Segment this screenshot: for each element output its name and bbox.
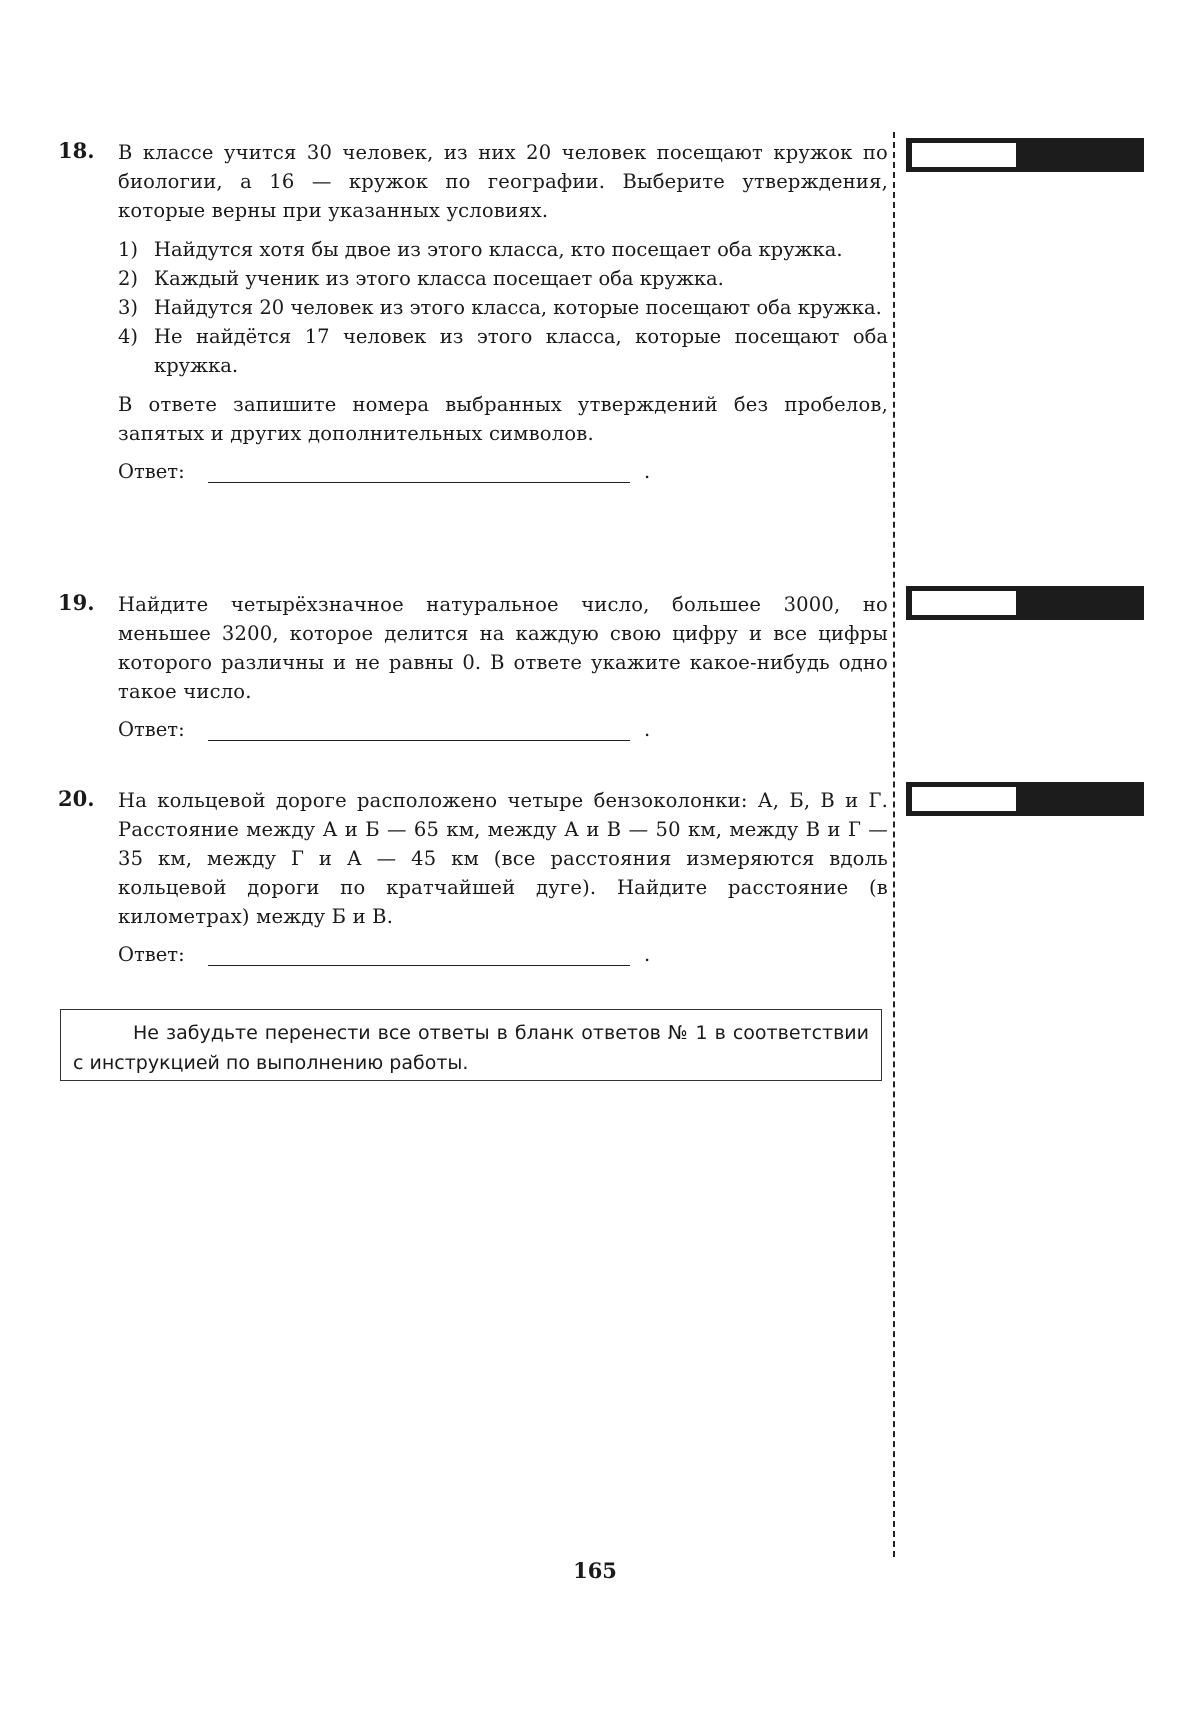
code-box-window bbox=[912, 143, 1016, 167]
answer-code-box-20 bbox=[906, 782, 1144, 816]
problem-19 bbox=[58, 590, 888, 748]
option-item: 1) Найдутся хотя бы двое из этого класса, кто посещает оба кружка. bbox=[118, 238, 843, 261]
answer-line[interactable] bbox=[208, 965, 630, 966]
answer-dot: . bbox=[644, 943, 651, 966]
code-box-window bbox=[912, 591, 1016, 615]
option-item: 3) Найдутся 20 человек из этого класса, которые посещают оба кружка. bbox=[118, 296, 882, 319]
answer-line[interactable] bbox=[208, 482, 630, 483]
answer-dot: . bbox=[644, 460, 651, 483]
cut-line bbox=[893, 132, 895, 1557]
answer-row bbox=[118, 460, 888, 490]
notice-text: Не забудьте перенести все ответы в бланк ответов № 1 в соответствии с инструкцией по выполнению работы. bbox=[73, 1022, 869, 1074]
problem-number: 20. bbox=[58, 786, 95, 811]
problem-20 bbox=[58, 786, 888, 973]
answer-row bbox=[118, 718, 888, 748]
option-item: 2) Каждый ученик из этого класса посещает оба кружка. bbox=[118, 267, 724, 290]
problem-18 bbox=[58, 138, 888, 490]
answer-label: Ответ: bbox=[118, 460, 185, 483]
answer-dot: . bbox=[644, 718, 651, 741]
problem-number: 19. bbox=[58, 590, 95, 615]
problem-text: На кольцевой дороге расположено четыре бензоколонки: А, Б, В и Г. Расстояние между А и Б — 65 км, между А и В — 50 км, между В и Г — 35 км, между Г и А — 45 км (все расстояния измеряются вдоль кольцевой дороги по кратчайшей дуге). Найдите расстояние (в километрах) между Б и В. bbox=[118, 789, 888, 928]
page-number: 165 bbox=[573, 1558, 617, 1583]
answer-instruction: В ответе запишите номера выбранных утверждений без пробелов, запятых и других дополнительных символов. bbox=[118, 393, 888, 445]
code-box-window bbox=[912, 787, 1016, 811]
option-item: 4) Не найдётся 17 человек из этого класса, которые посещают оба кружка. bbox=[118, 325, 888, 377]
answer-line[interactable] bbox=[208, 740, 630, 741]
problem-text: В классе учится 30 человек, из них 20 человек посещают кружок по биологии, а 16 — кружок по географии. Выберите утверждения, которые верны при указанных условиях. bbox=[118, 141, 888, 222]
answer-label: Ответ: bbox=[118, 943, 185, 966]
answer-label: Ответ: bbox=[118, 718, 185, 741]
answer-code-box-19 bbox=[906, 586, 1144, 620]
answer-code-box-18 bbox=[906, 138, 1144, 172]
answer-row bbox=[118, 943, 888, 973]
notice-box bbox=[60, 1009, 882, 1081]
options-list bbox=[118, 235, 888, 380]
problem-number: 18. bbox=[58, 138, 95, 163]
problem-text: Найдите четырёхзначное натуральное число, большее 3000, но меньшее 3200, которое делится на каждую свою цифру и все цифры которого различны и не равны 0. В ответе укажите какое-нибудь одно такое число. bbox=[118, 593, 888, 703]
